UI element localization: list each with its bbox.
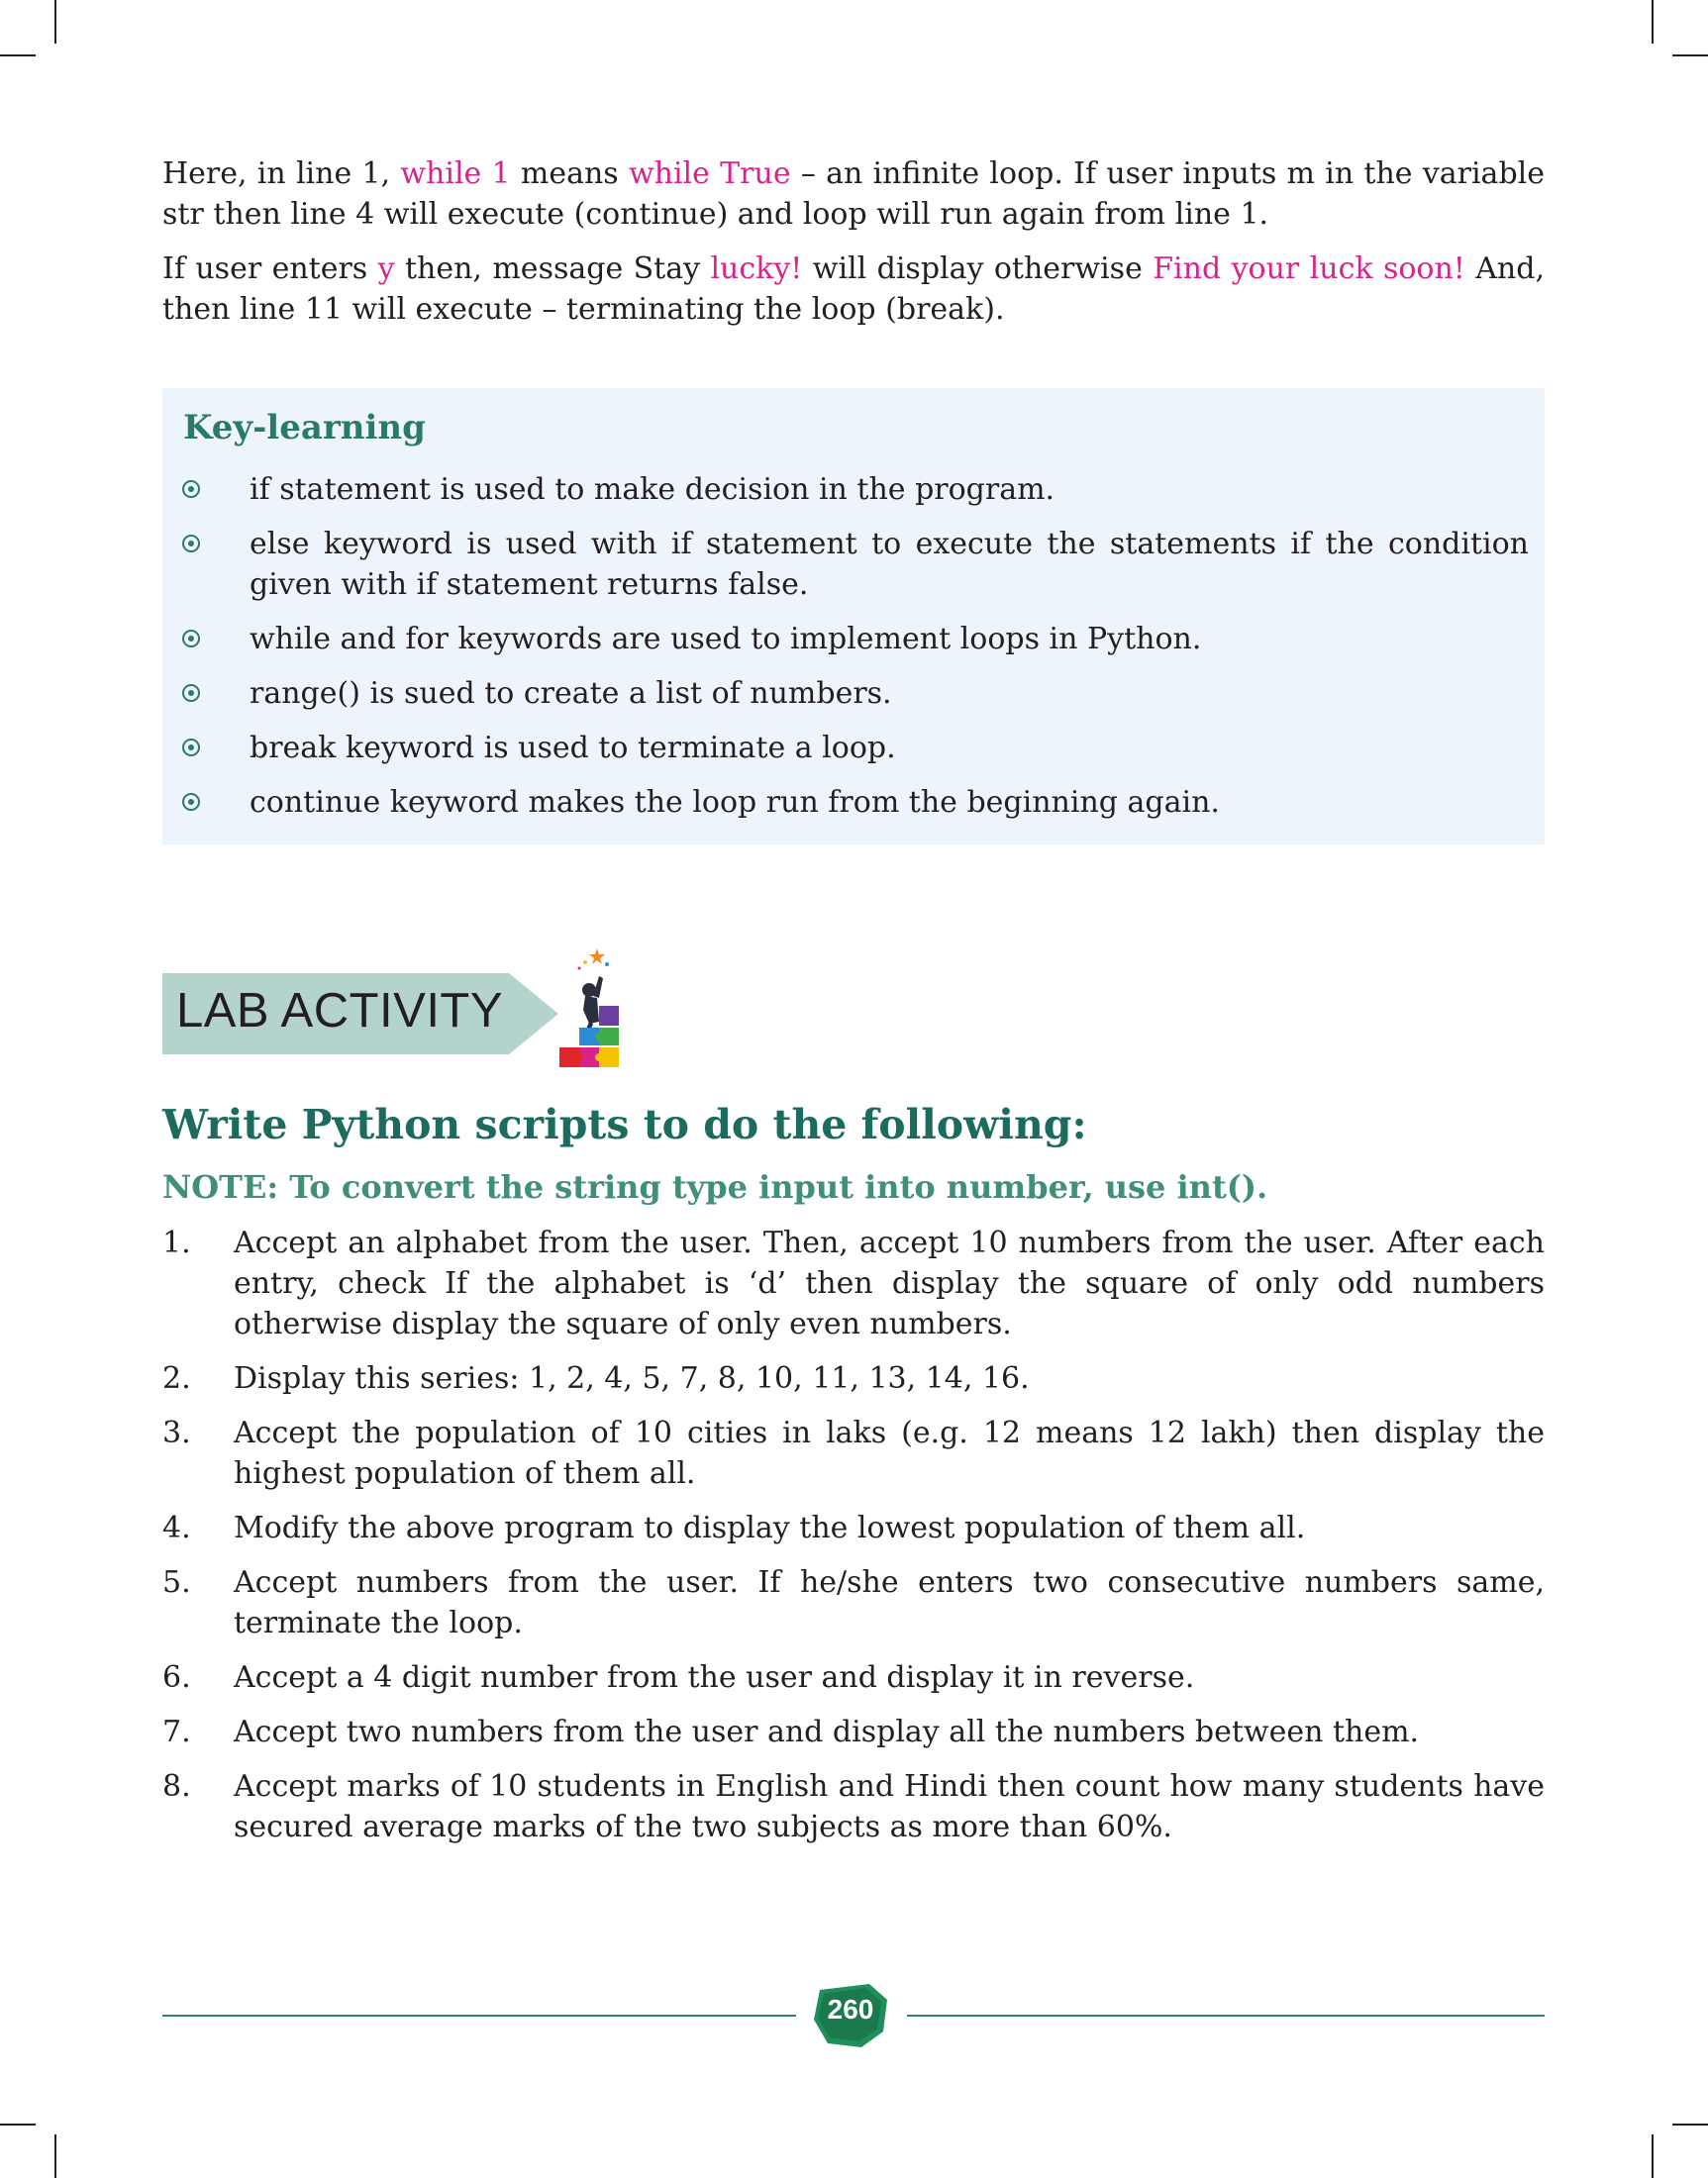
key-learning-box [162,388,1545,844]
key-learning-text: if statement is used to make decision in the program. [250,472,1055,507]
bullet-icon [182,739,200,756]
footer-rule-left [162,2015,796,2017]
paragraph-text: – an infinite loop. If user inputs m in the variable str then line 4 will execute (continue) and loop will run again from line 1. [162,156,1545,232]
lab-task-item [162,1712,1545,1752]
key-learning-item [162,782,1545,823]
key-learning-item [162,673,1545,714]
crop-mark [1652,2134,1654,2178]
key-learning-text: while and for keywords are used to implement loops in Python. [250,622,1202,656]
task-number: 5. [162,1565,191,1600]
lab-task-item [162,1657,1545,1698]
task-text: Accept numbers from the user. If he/she enters two consecutive numbers same, terminate the loop. [234,1565,1545,1640]
task-text: Accept the population of 10 cities in laks (e.g. 12 means 12 lakh) then display the highest population of them all. [234,1416,1545,1491]
bullet-icon [182,535,200,552]
paragraph-text: then, message Stay [394,251,711,286]
task-text: Display this series: 1, 2, 4, 5, 7, 8, 10, 11, 13, 14, 16. [234,1361,1030,1396]
key-learning-text: continue keyword makes the loop run from the beginning again. [250,785,1220,820]
task-text: Accept two numbers from the user and display all the numbers between them. [234,1715,1420,1749]
lab-task-item [162,1358,1545,1399]
task-number: 6. [162,1660,191,1695]
paragraph-text: means [510,156,629,191]
highlighted-text: while 1 [400,156,511,191]
intro-paragraph-1 [162,153,1545,235]
highlighted-text: lucky! [710,251,803,286]
task-text: Accept a 4 digit number from the user and display it in reverse. [234,1660,1195,1695]
paragraph-text: If user enters [162,251,378,286]
child-puzzle-icon [550,948,649,1071]
lab-note: NOTE: To convert the string type input into number, use int(). [162,1168,1268,1206]
lab-task-list [162,1223,1545,1861]
key-learning-text: else keyword is used with if statement to execute the statements if the condition given with if statement returns false. [250,527,1529,602]
crop-mark [1652,0,1654,44]
crop-mark [54,2134,56,2178]
lab-task-item [162,1562,1545,1643]
task-text: Accept marks of 10 students in English and Hindi then count how many students have secured average marks of the two subjects as more than 60%. [234,1769,1545,1844]
bullet-icon [182,793,200,811]
task-number: 3. [162,1416,191,1450]
lab-section-title: Write Python scripts to do the following: [162,1101,1087,1148]
bullet-icon [182,480,200,498]
task-number: 7. [162,1715,191,1749]
crop-mark [1672,2124,1708,2126]
key-learning-item [162,619,1545,659]
intro-paragraph-2 [162,248,1545,330]
page-number: 260 [827,1994,874,2025]
paragraph-text: will display otherwise [802,251,1154,286]
lab-activity-label: LAB ACTIVITY [176,984,504,1038]
paragraph-text: Here, in line 1, [162,156,401,191]
crop-mark [0,54,36,56]
key-learning-text: break keyword is used to terminate a loop. [250,731,896,765]
key-learning-item [162,524,1545,605]
crop-mark [54,0,56,44]
crop-mark [1672,54,1708,56]
task-text: Accept an alphabet from the user. Then, accept 10 numbers from the user. After each entry, check If the alphabet is ‘d’ then display the square of only odd numbers otherwise display the square of only even numbers. [234,1226,1545,1341]
footer-rule-right [907,2015,1545,2017]
lab-task-item [162,1413,1545,1494]
bullet-icon [182,684,200,702]
highlighted-text: Find your luck soon! [1153,251,1465,286]
key-learning-title: Key-learning [183,408,426,447]
task-text: Modify the above program to display the lowest population of them all. [234,1511,1306,1545]
crop-mark [0,2124,36,2126]
lab-task-item [162,1508,1545,1548]
task-number: 2. [162,1361,191,1396]
task-number: 1. [162,1226,191,1260]
highlighted-text: while True [628,156,791,191]
lab-task-item [162,1766,1545,1847]
lab-task-item [162,1223,1545,1344]
key-learning-item [162,469,1545,510]
key-learning-list [162,469,1545,837]
paragraph-text: And, then line 11 will execute – terminating the loop (break). [162,251,1545,327]
task-number: 4. [162,1511,191,1545]
key-learning-item [162,728,1545,768]
key-learning-text: range() is sued to create a list of numbers. [250,676,892,711]
task-number: 8. [162,1769,191,1804]
bullet-icon [182,630,200,647]
highlighted-text: y [377,251,395,286]
